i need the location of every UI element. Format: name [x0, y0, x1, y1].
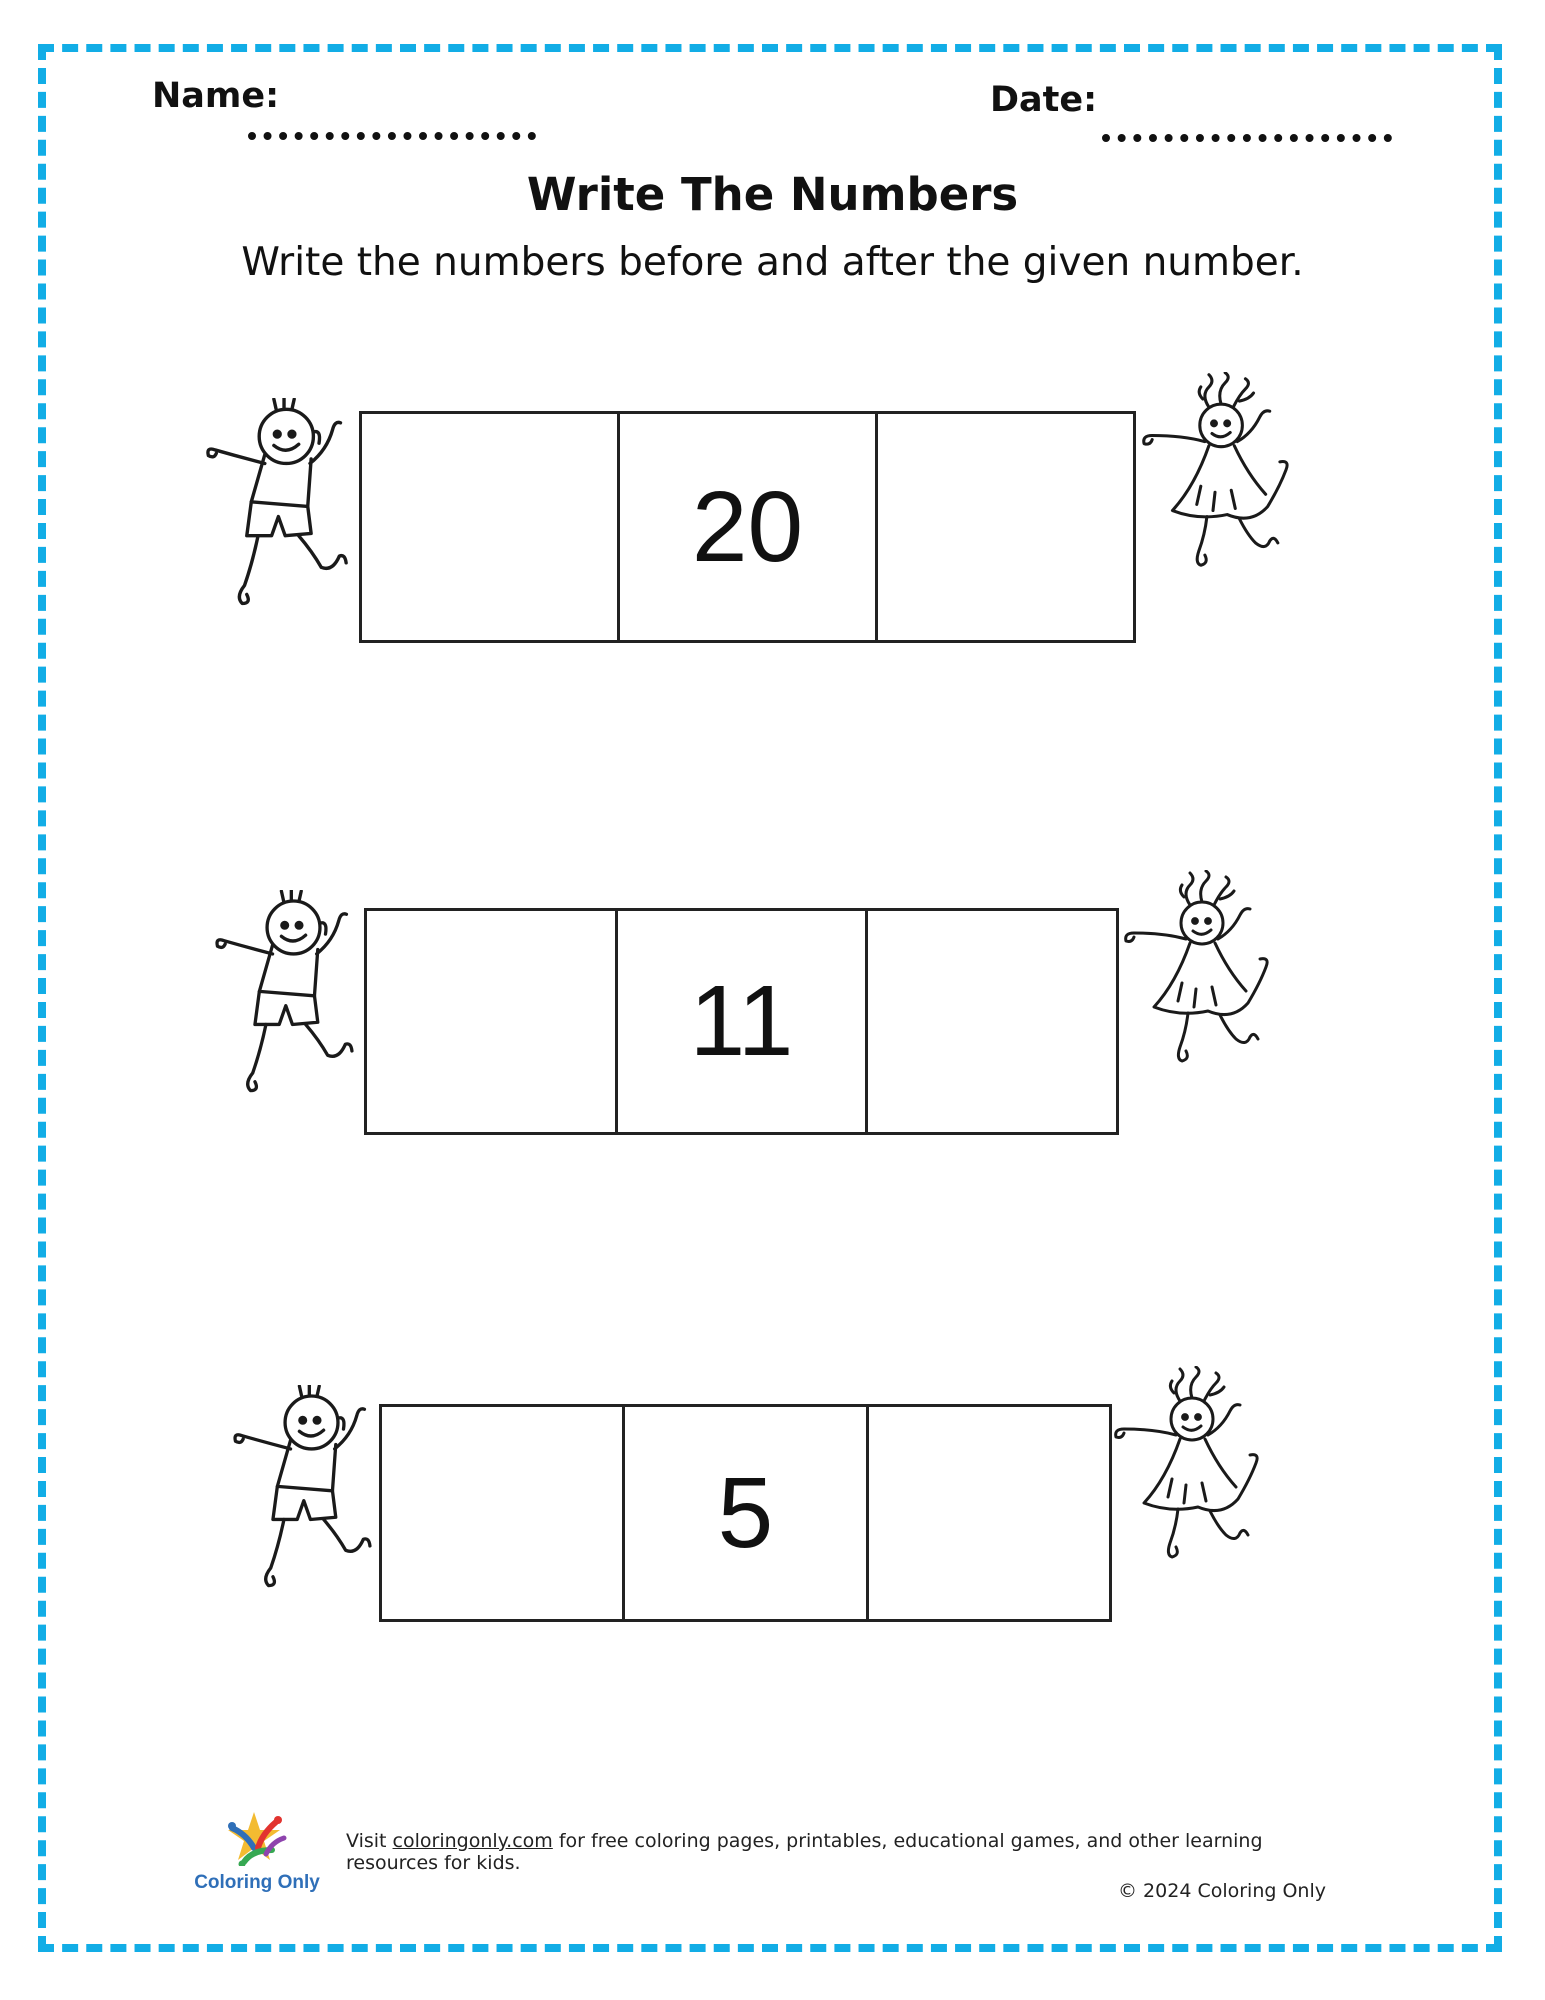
boy-illustration [190, 398, 360, 608]
number-row [359, 411, 1136, 643]
footer-text [346, 1830, 1326, 1902]
given-number: 5 [625, 1407, 868, 1619]
answer-box-after[interactable] [878, 414, 1133, 640]
girl-illustration [1120, 870, 1270, 1066]
logo-text: Coloring Only [194, 1872, 320, 1893]
name-label: Name: [152, 76, 280, 116]
answer-box-before[interactable] [382, 1407, 625, 1619]
girl-illustration [1138, 372, 1290, 570]
footer-link[interactable]: coloringonly.com [392, 1830, 553, 1852]
answer-box-before[interactable] [367, 911, 618, 1132]
answer-box-after[interactable] [868, 911, 1116, 1132]
instructions: Write the numbers before and after the given number. [241, 240, 1304, 285]
logo-star-icon [192, 1808, 322, 1866]
coloring-only-logo[interactable] [192, 1808, 322, 1894]
footer-rest: for free coloring pages, printables, educational games, and other learning resources for kids. [346, 1830, 1263, 1874]
date-label: Date: [990, 80, 1098, 120]
footer-visit: Visit [346, 1830, 393, 1852]
number-row [379, 1404, 1112, 1622]
boy-illustration [218, 1385, 383, 1590]
boy-illustration [200, 890, 365, 1095]
given-number: 20 [620, 414, 878, 640]
given-number: 11 [618, 911, 869, 1132]
answer-box-before[interactable] [362, 414, 620, 640]
name-line[interactable] [248, 132, 536, 140]
copyright: © 2024 Coloring Only [1118, 1880, 1326, 1902]
girl-illustration [1110, 1366, 1260, 1562]
answer-box-after[interactable] [869, 1407, 1109, 1619]
date-line[interactable] [1102, 134, 1392, 142]
page-title: Write The Numbers [526, 168, 1019, 221]
number-row [364, 908, 1119, 1135]
